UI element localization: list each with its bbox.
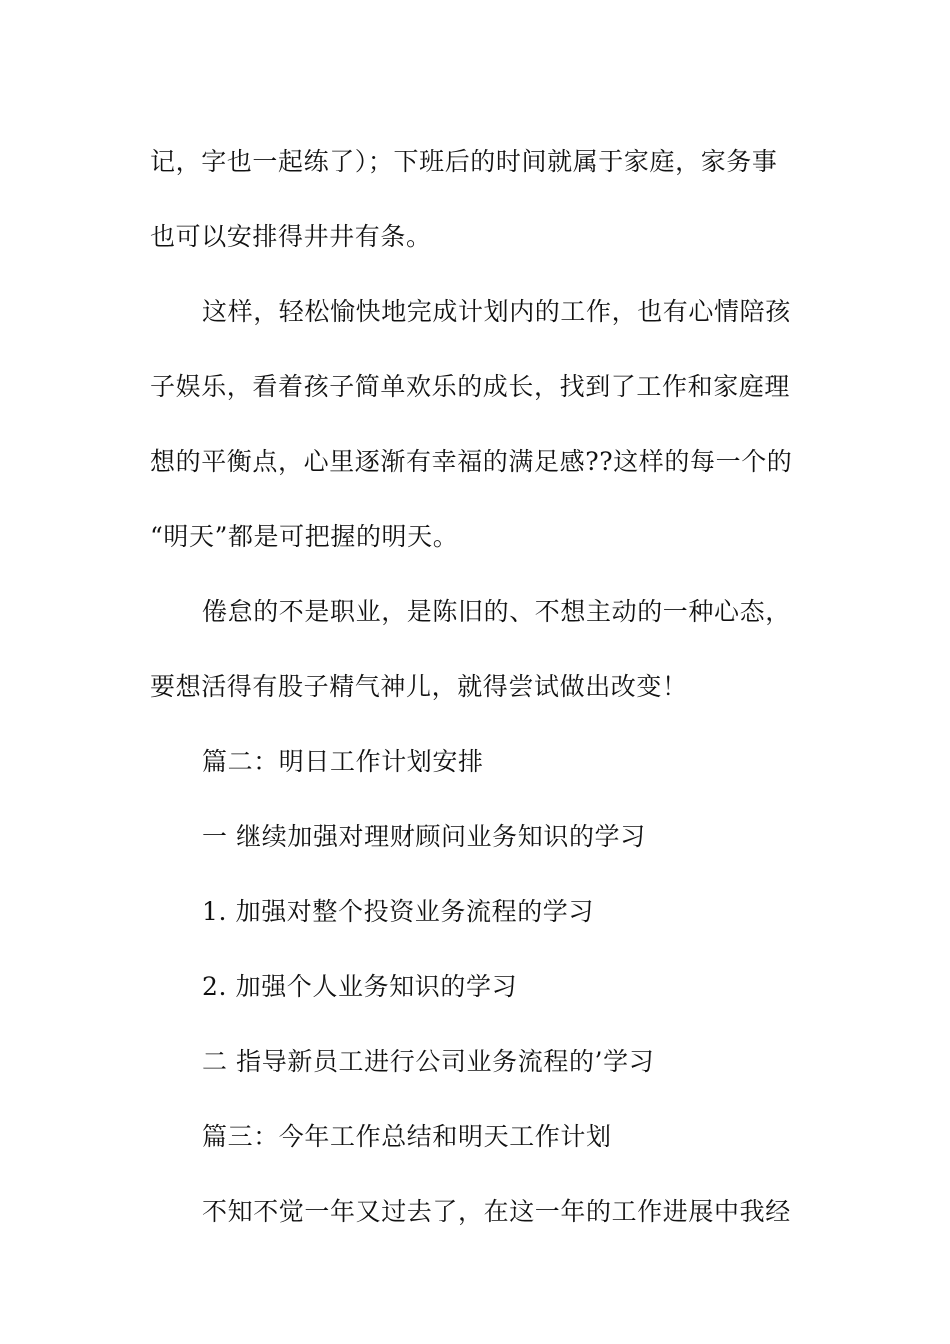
list-item: 一 继续加强对理财顾问业务知识的学习	[202, 822, 646, 851]
section-heading: 篇三：今年工作总结和明天工作计划	[202, 1122, 612, 1151]
list-item: 二 指导新员工进行公司业务流程的’学习	[202, 1047, 655, 1076]
text-line: 不知不觉一年又过去了，在这一年的工作进展中我经	[202, 1197, 791, 1226]
text-line: 这样，轻松愉快地完成计划内的工作，也有心情陪孩	[202, 297, 791, 326]
text-line: 也可以安排得井井有条。	[150, 222, 432, 251]
text-line: 想的平衡点，心里逐渐有幸福的满足感??这样的每一个的	[150, 447, 793, 476]
text-line: “明天”都是可把握的明天。	[150, 522, 459, 551]
document-body	[150, 124, 795, 1249]
text-line: 倦怠的不是职业，是陈旧的、不想主动的一种心态，	[202, 597, 791, 626]
text-line: 子娱乐，看着孩子简单欢乐的成长，找到了工作和家庭理	[150, 372, 791, 401]
text-line: 要想活得有股子精气神儿，就得尝试做出改变！	[150, 672, 688, 701]
list-item: 1. 加强对整个投资业务流程的学习	[202, 897, 595, 926]
list-item: 2. 加强个人业务知识的学习	[202, 972, 518, 1001]
section-heading: 篇二：明日工作计划安排	[202, 747, 484, 776]
text-line: 记，字也一起练了）；下班后的时间就属于家庭，家务事	[150, 147, 778, 176]
